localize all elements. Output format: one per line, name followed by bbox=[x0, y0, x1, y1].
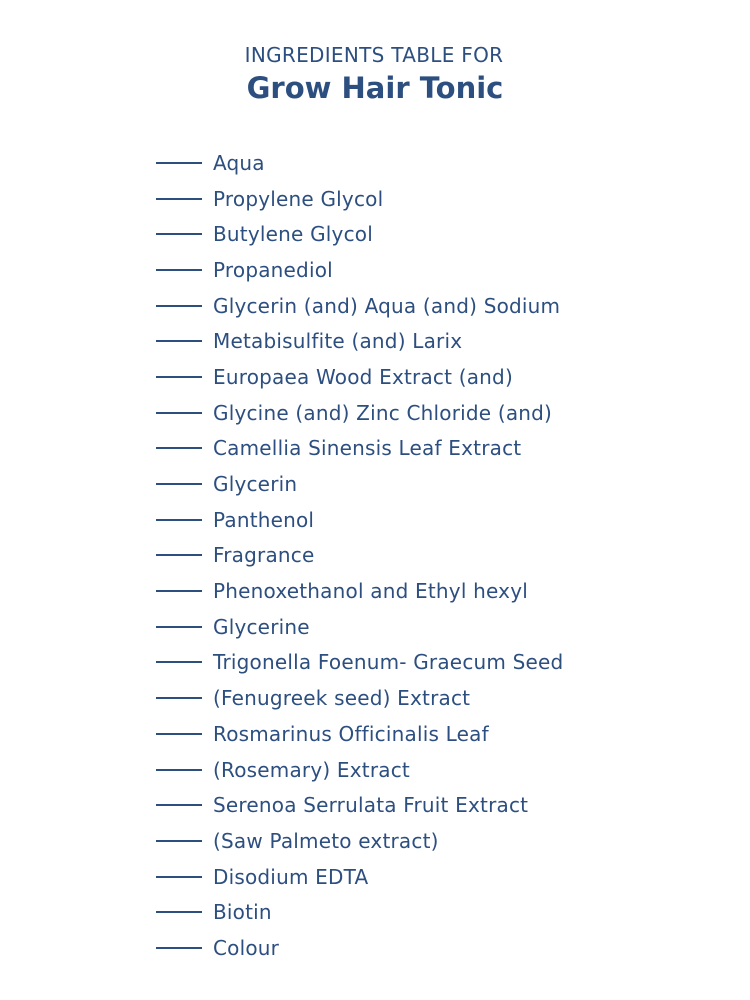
dash-line-icon bbox=[156, 376, 202, 378]
ingredient-item bbox=[156, 502, 563, 538]
ingredient-label: Panthenol bbox=[213, 507, 315, 532]
dash-line-icon bbox=[156, 269, 202, 271]
ingredient-item bbox=[156, 216, 563, 252]
ingredient-item bbox=[156, 573, 563, 609]
ingredient-label: Serenoa Serrulata Fruit Extract bbox=[213, 793, 529, 818]
dash-line-icon bbox=[156, 840, 202, 842]
ingredient-item bbox=[156, 680, 563, 716]
ingredient-item bbox=[156, 752, 563, 788]
ingredient-item bbox=[156, 645, 563, 681]
dash-line-icon bbox=[156, 733, 202, 735]
ingredient-label: (Fenugreek seed) Extract bbox=[213, 686, 471, 711]
ingredient-label: Propanediol bbox=[213, 257, 333, 282]
ingredient-item bbox=[156, 288, 563, 324]
ingredient-label: Europaea Wood Extract (and) bbox=[213, 364, 513, 389]
ingredient-item bbox=[156, 181, 563, 217]
dash-line-icon bbox=[156, 305, 202, 307]
dash-line-icon bbox=[156, 340, 202, 342]
dash-line-icon bbox=[156, 554, 202, 556]
ingredient-list bbox=[156, 145, 563, 966]
ingredient-label: Colour bbox=[213, 935, 280, 960]
dash-line-icon bbox=[156, 697, 202, 699]
dash-line-icon bbox=[156, 876, 202, 878]
ingredient-label: Biotin bbox=[213, 900, 272, 925]
ingredient-label: Glycine (and) Zinc Chloride (and) bbox=[213, 400, 553, 425]
ingredient-item bbox=[156, 859, 563, 895]
ingredient-item bbox=[156, 930, 563, 966]
ingredient-item bbox=[156, 145, 563, 181]
ingredient-item bbox=[156, 395, 563, 431]
ingredient-item bbox=[156, 359, 563, 395]
ingredient-item bbox=[156, 323, 563, 359]
ingredient-label: Aqua bbox=[213, 150, 265, 175]
ingredient-label: Glycerine bbox=[213, 614, 310, 639]
dash-line-icon bbox=[156, 198, 202, 200]
page-title: Grow Hair Tonic bbox=[246, 71, 504, 105]
ingredient-label: Glycerin bbox=[213, 472, 298, 497]
ingredient-item bbox=[156, 894, 563, 930]
dash-line-icon bbox=[156, 911, 202, 913]
ingredient-item bbox=[156, 787, 563, 823]
dash-line-icon bbox=[156, 769, 202, 771]
ingredient-item bbox=[156, 823, 563, 859]
ingredient-label: Fragrance bbox=[213, 543, 315, 568]
ingredient-label: Propylene Glycol bbox=[213, 186, 384, 211]
dash-line-icon bbox=[156, 483, 202, 485]
ingredient-label: Metabisulfite (and) Larix bbox=[213, 329, 463, 354]
ingredient-item bbox=[156, 466, 563, 502]
ingredient-label: Butylene Glycol bbox=[213, 222, 373, 247]
ingredient-item bbox=[156, 538, 563, 574]
dash-line-icon bbox=[156, 626, 202, 628]
ingredient-label: Trigonella Foenum- Graecum Seed bbox=[213, 650, 564, 675]
dash-line-icon bbox=[156, 233, 202, 235]
ingredient-label: Camellia Sinensis Leaf Extract bbox=[213, 436, 522, 461]
dash-line-icon bbox=[156, 947, 202, 949]
ingredient-item bbox=[156, 609, 563, 645]
ingredient-label: Rosmarinus Officinalis Leaf bbox=[213, 721, 489, 746]
dash-line-icon bbox=[156, 162, 202, 164]
ingredient-label: Glycerin (and) Aqua (and) Sodium bbox=[213, 293, 561, 318]
ingredient-label: (Saw Palmeto extract) bbox=[213, 828, 439, 853]
page-header bbox=[0, 42, 750, 106]
dash-line-icon bbox=[156, 590, 202, 592]
dash-line-icon bbox=[156, 447, 202, 449]
dash-line-icon bbox=[156, 804, 202, 806]
ingredient-item bbox=[156, 252, 563, 288]
ingredient-label: (Rosemary) Extract bbox=[213, 757, 410, 782]
dash-line-icon bbox=[156, 661, 202, 663]
ingredient-label: Disodium EDTA bbox=[213, 864, 369, 889]
ingredient-item bbox=[156, 716, 563, 752]
dash-line-icon bbox=[156, 519, 202, 521]
ingredient-label: Phenoxethanol and Ethyl hexyl bbox=[213, 579, 529, 604]
dash-line-icon bbox=[156, 412, 202, 414]
page-subtitle: INGREDIENTS TABLE FOR bbox=[244, 43, 504, 67]
ingredient-item bbox=[156, 431, 563, 467]
